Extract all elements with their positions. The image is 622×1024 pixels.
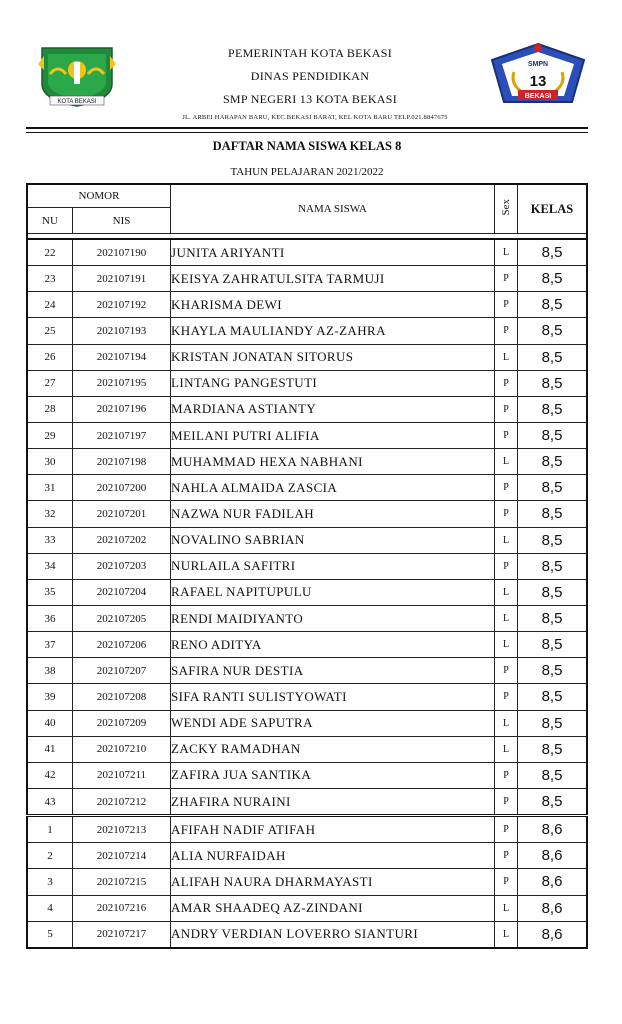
student-list-table: [26, 183, 588, 949]
cell-nama: KHARISMA DEWI: [171, 292, 495, 318]
cell-nis: 202107200: [73, 475, 171, 501]
cell-nama: RENO ADITYA: [171, 632, 495, 658]
cell-kelas: 8,6: [518, 921, 588, 948]
cell-nama: ALIA NURFAIDAH: [171, 843, 495, 869]
cell-nu: 22: [27, 239, 73, 266]
table-row: [27, 501, 587, 527]
column-header-nis: NIS: [73, 208, 171, 234]
cell-nama: MARDIANA ASTIANTY: [171, 396, 495, 422]
cell-sex: P: [495, 816, 518, 843]
cell-kelas: 8,5: [518, 762, 588, 788]
header-divider-thick: [26, 127, 588, 129]
cell-nama: MUHAMMAD HEXA NABHANI: [171, 449, 495, 475]
cell-kelas: 8,6: [518, 895, 588, 921]
cell-sex: L: [495, 605, 518, 631]
table-row: [27, 816, 587, 843]
cell-nu: 1: [27, 816, 73, 843]
cell-kelas: 8,5: [518, 788, 588, 815]
cell-sex: P: [495, 422, 518, 448]
table-row: [27, 895, 587, 921]
cell-nu: 3: [27, 869, 73, 895]
cell-nu: 37: [27, 632, 73, 658]
table-row: [27, 475, 587, 501]
cell-kelas: 8,5: [518, 475, 588, 501]
cell-nu: 27: [27, 370, 73, 396]
cell-sex: P: [495, 370, 518, 396]
table-row: [27, 449, 587, 475]
cell-nu: 42: [27, 762, 73, 788]
cell-nama: RENDI MAIDIYANTO: [171, 605, 495, 631]
column-header-sex: Sex: [495, 184, 518, 234]
cell-sex: P: [495, 501, 518, 527]
cell-kelas: 8,6: [518, 869, 588, 895]
cell-nama: NOVALINO SABRIAN: [171, 527, 495, 553]
cell-nu: 41: [27, 736, 73, 762]
cell-nu: 2: [27, 843, 73, 869]
table-row: [27, 318, 587, 344]
cell-nu: 33: [27, 527, 73, 553]
header-line-3: SMP NEGERI 13 KOTA BEKASI: [222, 92, 398, 106]
cell-nis: 202107191: [73, 266, 171, 292]
table-row: [27, 710, 587, 736]
cell-nu: 30: [27, 449, 73, 475]
table-row: [27, 344, 587, 370]
cell-nu: 38: [27, 658, 73, 684]
cell-nama: ANDRY VERDIAN LOVERRO SIANTURI: [171, 921, 495, 948]
cell-nama: ZHAFIRA NURAINI: [171, 788, 495, 815]
header-line-2: DINAS PENDIDIKAN: [250, 69, 370, 83]
academic-year: TAHUN PELAJARAN 2021/2022: [230, 166, 384, 178]
cell-sex: P: [495, 658, 518, 684]
cell-nu: 24: [27, 292, 73, 318]
cell-nama: WENDI ADE SAPUTRA: [171, 710, 495, 736]
cell-nis: 202107210: [73, 736, 171, 762]
header-line-1: PEMERINTAH KOTA BEKASI: [227, 46, 392, 60]
cell-nama: RAFAEL NAPITUPULU: [171, 579, 495, 605]
cell-sex: L: [495, 579, 518, 605]
cell-nu: 36: [27, 605, 73, 631]
svg-text:13: 13: [529, 73, 547, 90]
cell-kelas: 8,6: [518, 843, 588, 869]
cell-nis: 202107197: [73, 422, 171, 448]
cell-sex: P: [495, 318, 518, 344]
table-row: [27, 843, 587, 869]
table-row: [27, 632, 587, 658]
cell-nama: KEISYA ZAHRATULSITA TARMUJI: [171, 266, 495, 292]
cell-nis: 202107194: [73, 344, 171, 370]
cell-kelas: 8,5: [518, 684, 588, 710]
table-row: [27, 396, 587, 422]
cell-nu: 26: [27, 344, 73, 370]
cell-kelas: 8,5: [518, 449, 588, 475]
column-header-nomor: NOMOR: [27, 184, 171, 208]
cell-kelas: 8,5: [518, 736, 588, 762]
cell-sex: P: [495, 788, 518, 815]
cell-nis: 202107213: [73, 816, 171, 843]
cell-sex: L: [495, 895, 518, 921]
cell-nis: 202107207: [73, 658, 171, 684]
cell-sex: L: [495, 736, 518, 762]
cell-nis: 202107212: [73, 788, 171, 815]
table-row: [27, 869, 587, 895]
table-row: [27, 788, 587, 815]
cell-nu: 28: [27, 396, 73, 422]
cell-nu: 23: [27, 266, 73, 292]
cell-nis: 202107190: [73, 239, 171, 266]
cell-nama: AMAR SHAADEQ AZ-ZINDANI: [171, 895, 495, 921]
cell-kelas: 8,5: [518, 292, 588, 318]
column-header-kelas: KELAS: [518, 184, 588, 234]
cell-sex: P: [495, 396, 518, 422]
cell-nis: 202107214: [73, 843, 171, 869]
header-divider-thin: [26, 132, 588, 133]
cell-nama: NAHLA ALMAIDA ZASCIA: [171, 475, 495, 501]
cell-nis: 202107193: [73, 318, 171, 344]
cell-nu: 35: [27, 579, 73, 605]
cell-nis: 202107217: [73, 921, 171, 948]
cell-nama: ZACKY RAMADHAN: [171, 736, 495, 762]
cell-sex: L: [495, 344, 518, 370]
table-row: [27, 422, 587, 448]
column-header-nu: NU: [27, 208, 73, 234]
cell-kelas: 8,5: [518, 266, 588, 292]
cell-sex: P: [495, 475, 518, 501]
cell-nis: 202107206: [73, 632, 171, 658]
cell-sex: P: [495, 553, 518, 579]
smpn13-badge-logo: [488, 42, 588, 110]
cell-nama: KRISTAN JONATAN SITORUS: [171, 344, 495, 370]
cell-nis: 202107209: [73, 710, 171, 736]
cell-nis: 202107202: [73, 527, 171, 553]
svg-text:KOTA BEKASI: KOTA BEKASI: [57, 99, 97, 105]
table-row: [27, 370, 587, 396]
cell-nis: 202107215: [73, 869, 171, 895]
table-row: [27, 527, 587, 553]
table-row: [27, 658, 587, 684]
cell-nama: MEILANI PUTRI ALIFIA: [171, 422, 495, 448]
cell-kelas: 8,5: [518, 501, 588, 527]
cell-kelas: 8,5: [518, 579, 588, 605]
cell-sex: P: [495, 869, 518, 895]
cell-nis: 202107205: [73, 605, 171, 631]
cell-kelas: 8,5: [518, 239, 588, 266]
cell-sex: P: [495, 266, 518, 292]
cell-nama: AFIFAH NADIF ATIFAH: [171, 816, 495, 843]
cell-sex: L: [495, 449, 518, 475]
cell-kelas: 8,5: [518, 370, 588, 396]
cell-nis: 202107192: [73, 292, 171, 318]
cell-nis: 202107216: [73, 895, 171, 921]
cell-sex: P: [495, 843, 518, 869]
table-row: [27, 579, 587, 605]
cell-nis: 202107195: [73, 370, 171, 396]
table-row: [27, 605, 587, 631]
cell-nama: KHAYLA MAULIANDY AZ-ZAHRA: [171, 318, 495, 344]
cell-sex: L: [495, 921, 518, 948]
cell-nama: SAFIRA NUR DESTIA: [171, 658, 495, 684]
cell-nu: 29: [27, 422, 73, 448]
svg-text:SMPN: SMPN: [527, 61, 549, 68]
cell-nis: 202107204: [73, 579, 171, 605]
cell-kelas: 8,5: [518, 527, 588, 553]
cell-nis: 202107198: [73, 449, 171, 475]
svg-text:BEKASI: BEKASI: [524, 93, 552, 100]
table-row: [27, 553, 587, 579]
cell-nis: 202107211: [73, 762, 171, 788]
cell-nama: LINTANG PANGESTUTI: [171, 370, 495, 396]
cell-nu: 25: [27, 318, 73, 344]
cell-nis: 202107201: [73, 501, 171, 527]
table-row: [27, 239, 587, 266]
table-row: [27, 762, 587, 788]
cell-nu: 32: [27, 501, 73, 527]
cell-kelas: 8,5: [518, 396, 588, 422]
cell-sex: P: [495, 292, 518, 318]
cell-kelas: 8,5: [518, 710, 588, 736]
cell-nama: ZAFIRA JUA SANTIKA: [171, 762, 495, 788]
cell-sex: L: [495, 239, 518, 266]
cell-nu: 34: [27, 553, 73, 579]
cell-nu: 5: [27, 921, 73, 948]
cell-sex: P: [495, 684, 518, 710]
cell-kelas: 8,5: [518, 422, 588, 448]
cell-kelas: 8,5: [518, 344, 588, 370]
table-row: [27, 684, 587, 710]
table-row: [27, 736, 587, 762]
cell-kelas: 8,5: [518, 605, 588, 631]
cell-nama: ALIFAH NAURA DHARMAYASTI: [171, 869, 495, 895]
cell-nis: 202107203: [73, 553, 171, 579]
cell-nu: 39: [27, 684, 73, 710]
cell-nis: 202107208: [73, 684, 171, 710]
cell-nama: NURLAILA SAFITRI: [171, 553, 495, 579]
school-address: JL. ARBEI HARAPAN BARU, KEC.BEKASI BARAT, KEL KOTA BARU TELP.021.8847675: [182, 114, 448, 121]
cell-kelas: 8,5: [518, 632, 588, 658]
kota-bekasi-logo: [36, 44, 118, 110]
cell-nis: 202107196: [73, 396, 171, 422]
cell-kelas: 8,6: [518, 816, 588, 843]
cell-kelas: 8,5: [518, 318, 588, 344]
cell-nama: NAZWA NUR FADILAH: [171, 501, 495, 527]
table-row: [27, 921, 587, 948]
cell-nu: 31: [27, 475, 73, 501]
cell-nama: JUNITA ARIYANTI: [171, 239, 495, 266]
cell-nu: 43: [27, 788, 73, 815]
cell-kelas: 8,5: [518, 658, 588, 684]
cell-sex: L: [495, 527, 518, 553]
cell-nu: 4: [27, 895, 73, 921]
cell-sex: P: [495, 762, 518, 788]
table-row: [27, 266, 587, 292]
cell-kelas: 8,5: [518, 553, 588, 579]
table-row: [27, 292, 587, 318]
document-title: DAFTAR NAMA SISWA KELAS 8: [212, 139, 402, 153]
cell-sex: L: [495, 632, 518, 658]
cell-nama: SIFA RANTI SULISTYOWATI: [171, 684, 495, 710]
column-header-nama: NAMA SISWA: [171, 184, 495, 234]
cell-nu: 40: [27, 710, 73, 736]
cell-sex: L: [495, 710, 518, 736]
